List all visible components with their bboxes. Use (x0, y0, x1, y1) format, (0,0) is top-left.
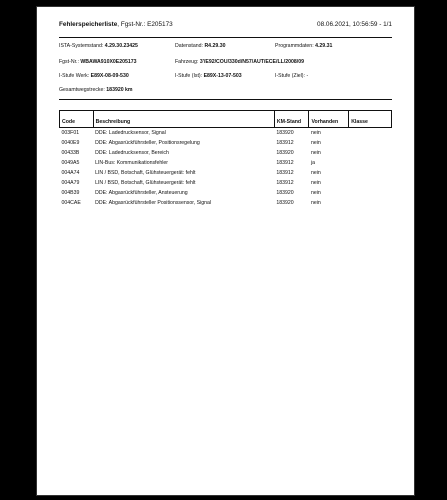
col-header-klasse: Klasse (349, 111, 392, 128)
cell-vorhanden: nein (310, 140, 321, 146)
programm-value: 4.29.31 (315, 43, 333, 49)
cell-vorhanden: nein (310, 200, 321, 206)
cell-klasse (349, 138, 392, 148)
col-header-beschreibung: Beschreibung (93, 111, 274, 128)
table-row (60, 128, 392, 139)
table-row (60, 138, 392, 148)
ista-field (59, 43, 138, 49)
cell-vorhanden: ja (310, 160, 316, 166)
col-header-code: Code (60, 111, 94, 128)
istufe-ist-field (175, 73, 242, 79)
fahrzeug-field (175, 59, 304, 65)
table-row (60, 148, 392, 158)
col-header-km-stand: KM-Stand (274, 111, 309, 128)
cell-beschreibung: DDE: Ladedrucksensor, Bereich (95, 150, 169, 156)
cell-klasse (349, 198, 392, 208)
cell-code: 004A79 (61, 180, 80, 186)
fault-code-table (59, 110, 392, 208)
cell-code: 003F01 (61, 130, 80, 136)
gesamt-value: 183920 km (106, 87, 133, 93)
istufe-ziel-value: - (306, 73, 309, 79)
table-row (60, 168, 392, 178)
datenstand-value: R4.29.30 (204, 43, 226, 49)
datetime-page: 08.06.2021, 10:56:59 - 1/1 (317, 21, 392, 28)
cell-beschreibung: DDE: Abgasrückführsteller, Positionsregelung (95, 140, 200, 146)
cell-vorhanden: nein (310, 190, 321, 196)
cell-km-stand: 183920 (276, 150, 294, 156)
datenstand-field (175, 43, 226, 49)
table-row (60, 178, 392, 188)
cell-klasse (349, 168, 392, 178)
istufe-ist-label: I-Stufe (Ist): (175, 73, 203, 79)
cell-beschreibung: DDE: Abgasrückführsteller, Ansteuerung (95, 190, 188, 196)
cell-beschreibung: DDE: Ladedrucksensor, Signal (95, 130, 166, 136)
divider-middle (59, 99, 392, 100)
cell-km-stand: 183920 (276, 200, 294, 206)
cell-klasse (349, 148, 392, 158)
fahrzeug-value: 3'/E92/COU/330d/N57/AUT/ECE/LL/2008/09 (199, 59, 304, 65)
fgst-field (59, 59, 137, 65)
divider-top (59, 37, 392, 38)
cell-km-stand: 183912 (276, 180, 294, 186)
table-row (60, 158, 392, 168)
cell-code: 0049A5 (61, 160, 80, 166)
cell-beschreibung: LIN-Bus: Kommunikationsfehler (95, 160, 169, 166)
cell-beschreibung: LIN / BSD, Botschaft, Glühsteuergerät: fehlt (95, 170, 196, 176)
table-row (60, 198, 392, 208)
title-text: Fehlerspeicherliste (59, 21, 118, 28)
cell-klasse (349, 188, 392, 198)
cell-km-stand: 183912 (276, 160, 294, 166)
cell-beschreibung: LIN / BSD, Botschaft, Glühsteuergerät: fehlt (95, 180, 196, 186)
ista-value: 4.29.30.23425 (104, 43, 138, 49)
table-header-row (60, 111, 392, 128)
istufe-ist-value: E89X-13-07-503 (203, 73, 242, 79)
cell-klasse (349, 158, 392, 168)
cell-code: 0040E9 (61, 140, 80, 146)
document-title: Fehlerspeicherliste, Fgst-Nr.: E205173 (59, 21, 173, 28)
cell-km-stand: 183920 (276, 190, 294, 196)
title-fgst: Fgst-Nr.: E205173 (120, 21, 173, 28)
cell-km-stand: 183920 (276, 130, 294, 136)
datenstand-label: Datenstand: (175, 43, 203, 49)
cell-vorhanden: nein (310, 150, 321, 156)
istufe-werk-label: I-Stufe Werk: (59, 73, 90, 79)
fgst-value: WBAWA910X0E205173 (80, 59, 137, 65)
col-header-vorhanden: Vorhanden (309, 111, 349, 128)
gesamt-label: Gesamtwegstrecke: (59, 87, 105, 93)
cell-vorhanden: nein (310, 170, 321, 176)
programm-label: Programmdaten: (275, 43, 314, 49)
programm-field (275, 43, 332, 49)
fgst-label: Fgst-Nr.: (59, 59, 79, 65)
gesamt-field (59, 87, 133, 93)
ista-label: ISTA-Systemstand: (59, 43, 104, 49)
cell-beschreibung: DDE: Abgasrückführsteller Positionssensor, Signal (95, 200, 212, 206)
fahrzeug-label: Fahrzeug: (175, 59, 199, 65)
cell-klasse (349, 178, 392, 188)
cell-code: 004CAE (61, 200, 81, 206)
istufe-ziel-field (275, 73, 308, 79)
table-row (60, 188, 392, 198)
cell-vorhanden: nein (310, 180, 321, 186)
cell-vorhanden: nein (310, 130, 321, 136)
cell-km-stand: 183912 (276, 170, 294, 176)
istufe-werk-field (59, 73, 129, 79)
cell-klasse (349, 128, 392, 139)
document-page (36, 6, 415, 496)
cell-code: 00433B (61, 150, 80, 156)
istufe-ziel-label: I-Stufe (Ziel): (275, 73, 305, 79)
cell-code: 004B39 (61, 190, 80, 196)
cell-code: 004A74 (61, 170, 80, 176)
cell-km-stand: 183912 (276, 140, 294, 146)
istufe-werk-value: E89X-08-09-530 (90, 73, 129, 79)
